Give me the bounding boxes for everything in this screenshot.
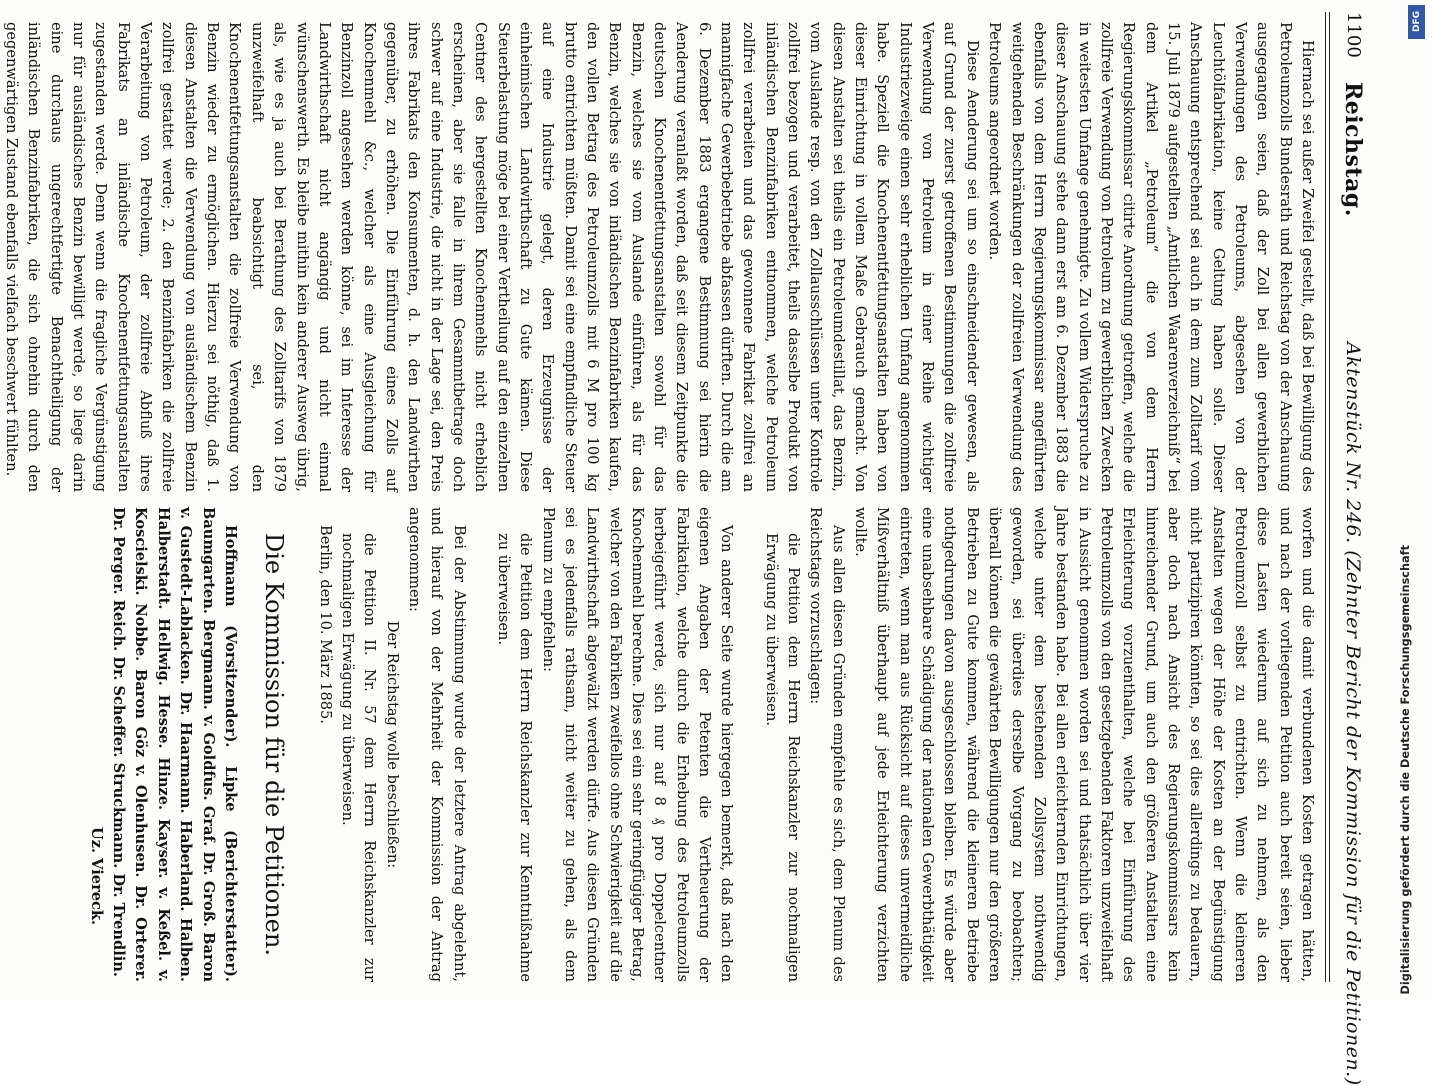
paragraph: Hiernach sei außer Zweifel gestellt, daß bei Bewilligung des Petroleumzolls Bundesrath und Reichstag von der Anschauung ausgegangen seien, daß der Zoll bei allen gewerblichen Verwendungen des Petroleums, abgesehen von der Leuchtölfabrikation, keine Geltung haben solle. Dieser Anschauung entsprechend sei auch in dem zum Zolltarif vom 15. Juli 1879 aufgestellten „Amtlichen Waarenverzeichniß“ bei dem Artikel „Petroleum“ die von dem Herrn Regierungskommissar citirte Anordnung getroffen, welche die zollfreie Verwendung von Petroleum zu gewerblichen Zwecken in weitesten Umfange genehmigte. Zu vollem Widerspruche zu dieser Anschauung stehe dann erst am 6. Dezember 1883 die ebenfalls von dem Herrn Regierungskommissar angeführten weitgehenden Beschränkungen der zollfreien Verwendung des Petroleums angeordnet worden. <box>986 22 1316 492</box>
left-column <box>0 22 1318 492</box>
dfg-credit-text: Digitalisierung gefördert durch die Deutsche Forschungsgemeinschaft <box>1398 544 1412 994</box>
right-column <box>84 507 1318 982</box>
page-header <box>1324 12 1370 1086</box>
rotated-page-content <box>3 2 1370 1086</box>
dfg-logo <box>1408 5 1425 39</box>
resolution-text: die Petition II. Nr. 57 dem Herrn Reichskanzler zur nochmaligen Erwägung zu überweisen. <box>338 533 379 982</box>
dfg-credit <box>1392 4 1418 994</box>
paragraph: worfen und die damit verbundenen Kosten getragen hätten, und nach der vorliegenden Petition auch bereit seien, lieber diese Lasten wiederum auf sich zu nehmen, als den Petroleumzoll selbst zu entrichten. Wenn die kleineren Anstalten wegen der Höhe der Kosten an der Begünstigung nicht partizipiren könnten, so sei dies allerdings zu bedauern, aber doch nach Ansicht des Regierungskommissars kein hinreichender Grund, um auch den größeren Anstalten eine Erleichterung vorzuenthalten, welche bei Einführung des Petroleumzolls von den gesetzgebenden Faktoren unzweifelhaft in Aussicht genommen worden sei und thatsächlich über vier Jahre bestanden habe. Bei allen erleichternden Einrichtungen, welche unter dem bestehenden Zollsystem nothwendig geworden, sei überdies derselbe Vorgang zu beobachten; überall können die gewährten Bewilligungen nur den größeren Betrieben zu Gute kommen, während die kleineren Betriebe nothgedrungen davon ausgeschlossen bleiben. Es würde aber eine unabsehbare Schädigung der nationalen Gewerbthätigkeit eintreten, wenn man aus Rücksicht auf dieses unvermeidliche Mißverhältniß überhaupt auf jede Erleichterung verzichten wollte. <box>852 507 1316 982</box>
paragraph: Aus allen diesen Gründen empfehle es sich, dem Plenum des Reichstags vorzuschlagen: <box>807 507 847 982</box>
motion-text: die Petition dem Herrn Reichskanzler zur nochmaligen Erwägung zu überweisen. <box>762 533 803 982</box>
commission-heading: Die Kommission für die Petitionen. <box>260 533 289 956</box>
page-number: 1100 <box>1343 12 1364 58</box>
signature: Uz. Viereck. <box>87 827 105 926</box>
paragraph: Diese Aenderung sei um so einschneidender gewesen, als auf Grund der zuerst getroffenen Bestimmungen die zollfreie Verwendung von Petroleum in einer Reihe wichtiger Industriezweige einen sehr erheblichen Umfang angenommen habe. Speziell die Knochenentfettungsanstalten haben von dieser Einrichtung in vollem Maße Gebrauch gemacht. Von diesen Anstalten sei theils ein Petroleumdestillat, das Benzin, vom Auslande resp. von den Zollausschlüssen unter Kontrole zollfrei bezogen und verarbeitet, theils dasselbe Produkt von inländischen Benzinfabriken entnommen, welche Petroleum zollfrei verarbeiten und das gewonnene Fabrikat zollfrei an mannigfache Gewerbebetriebe abfassen dürften. Durch die am 6. Dezember 1883 ergangene Bestimmung sei hierin die Aenderung veranlaßt worden, daß seit diesem Zeitpunkte die deutschen Knochenentfettungsanstalten sowohl für das Benzin, welches sie vom Auslande einführen, als für das Benzin, welches sie von inländischen Benzinfabriken kaufen, den vollen Betrag des Petroleumzolls mit 6 M pro 100 kg brutto entrichten müßten. Damit sei eine empfindliche Steuer auf eine Industrie gelegt, deren Erzeugnisse der einheimischen Landwirthschaft zu Gute kämen. Diese Steuerbelastung möge bei einer Vertheilung auf den einzelnen Centner des hergestellten Knochenmehls nicht erheblich erscheinen, aber sie falle in ihrem Gesammtbetrage doch schwer auf eine Industrie, die nicht in der Lage sei, den Preis ihres Fabrikats den Konsumenten, d. h. den Landwirthen gegenüber, zu erhöhen. Die Einführung eines Zolls auf Knochenmehl &c., welcher als eine Ausgleichung für Benzinzoll angesehen werden könne, sei im Interesse der Landwirthschaft nicht angängig und nicht einmal wünschenswerth. Es bleibe mithin kein anderer Ausweg übrig, als, wie es ja auch bei Berathung des Zolltarifs von 1879 unzweifelhaft beabsichtigt sei, den Knochenentfettungsanstalten die zollfreie Verwendung von Benzin wieder zu ermöglichen. Hierzu sei nöthig, daß 1. diesen Anstalten die Verwendung von ausländischem Benzin zollfrei gestattet werde; 2. den Benzinfabriken die zollfreie Verarbeitung von Petroleum, der zollfreie Abfluß ihres Fabrikats an inländische Knochenentfettungsanstalten zugestanden werde. Denn wenn die fragliche Vergünstigung nur für ausländisches Benzin bewilligt werde, so liege darin eine durchaus ungerechtfertigte Benachtheiligung der inländischen Benzinfabriken, die sich ohnehin durch den gegenwärtigen Zustand ebenfalls vielfach beschwert fühlten. <box>3 22 981 492</box>
date-line: Berlin, den 10. März 1885. <box>316 525 334 724</box>
paragraph: Von anderer Seite wurde hiergegen bemerkt, daß nach den eigenen Angaben der Petenten die Vertheuerung der Fabrikation, welche durch die Erhebung des Petroleumzolls herbeigeführt werde, sich nur auf 8 ₰ pro Doppelcentner Knochenmehl berechne. Dies sei ein sehr geringfügiger Betrag, welcher von den Fabriken zweifellos ohne Schwierigkeit auf die Landwirthschaft abgewälzt werden dürfe. Aus diesen Gründen sei es jedenfalls rathsam, nicht weiter zu gehen, als dem Plenum zu empfehlen: <box>539 507 736 982</box>
motion-text: die Petition dem Herrn Reichskanzler zur Kenntnißnahme zu überweisen. <box>494 533 535 982</box>
header-reichstag: Reichstag. <box>1340 82 1366 217</box>
member-list: Hoffmann (Vorsitzender). Lipke (Berichterstatter). Baumgarten. Bergmann. v. Goldfus. Graf. Dr. Groß. Baron v. Gustedt-Lablacken. Dr. Haarmann. Haberland. Halben. Halberstadt. Hellwig. Hesse. Hinze. Kayser. v. Keßel. v. Koscielski. Nobbe. Baron Göz v. Olenhusen. Dr. Orterer. Dr. Perger. Reich. Dr. Scheffer. Struckmann. Dr. Trendlin. <box>110 507 239 982</box>
header-rule-thin <box>1325 12 1326 982</box>
dfg-logo-text: DFG <box>1411 11 1422 33</box>
resolution-intro: Der Reichstag wolle beschließen: <box>383 620 401 869</box>
header-rule <box>1329 12 1330 982</box>
header-document-title: Aktenstück Nr. 246. (Zehnter Bericht der Kommission für die Petitionen.) <box>1342 342 1364 1086</box>
signature-line <box>84 507 106 982</box>
paragraph: Bei der Abstimmung wurde der letztere Antrag abgelehnt, und hierauf von der Mehrheit der Kommission der Antrag angenommen: <box>405 507 468 982</box>
